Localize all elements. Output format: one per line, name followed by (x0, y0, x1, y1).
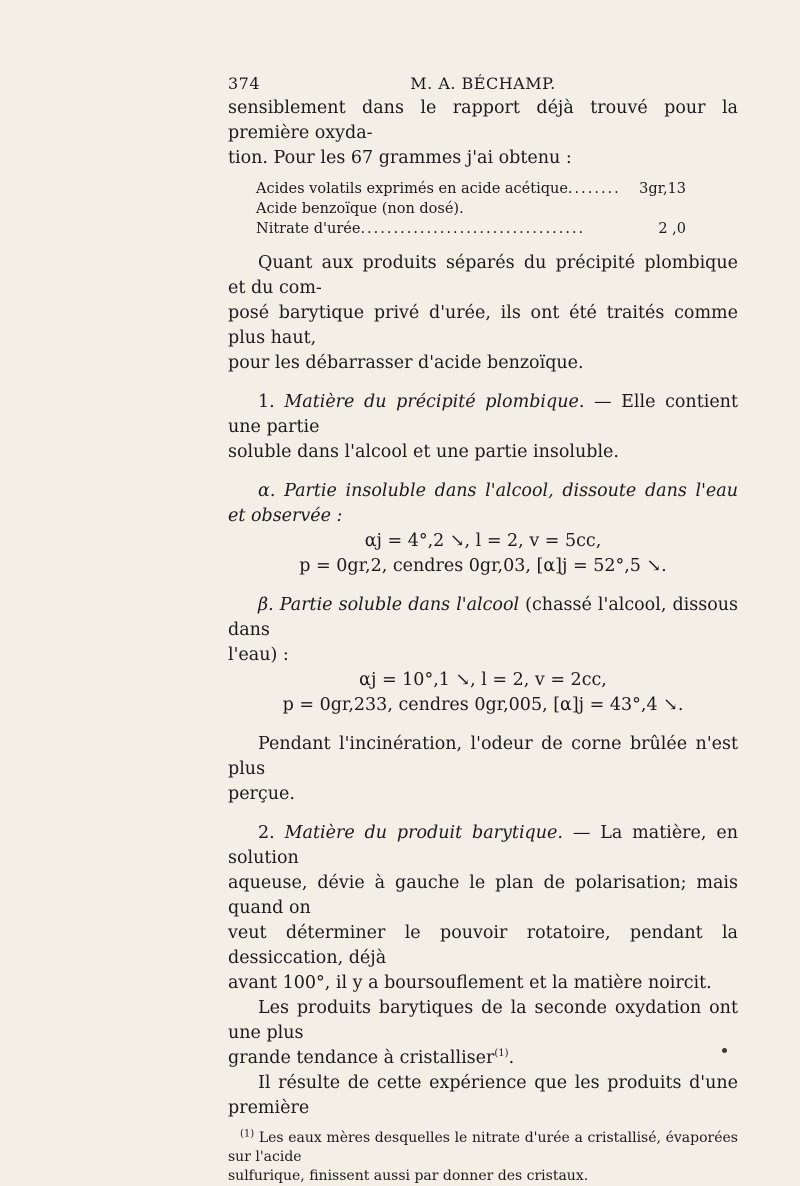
table-row (256, 219, 686, 239)
footnote-reference: (1) (494, 1048, 509, 1060)
alpha-marker: α. (258, 481, 276, 501)
section-1-heading (228, 390, 738, 440)
products-line-1: Quant aux produits séparés du précipité plombique et du com- (228, 253, 738, 298)
footnote-line-2: sulfurique, finissent aussi par donner des cristaux. (228, 1168, 589, 1184)
table-row-label: Acide benzoïque (non dosé). (256, 201, 464, 217)
beta-formula-2: p = 0gr,233, cendres 0gr,005, [α]j = 43°,4 ↘. (282, 695, 684, 715)
book-page (228, 70, 738, 1186)
section-2-line-3: veut déterminer le pouvoir rotatoire, pendant la dessiccation, déjà (228, 923, 738, 968)
baryte-line-2-text: grande tendance à cristalliser (228, 1048, 495, 1068)
incineration-line-2: perçue. (228, 784, 295, 804)
baryte-line-1: Les produits barytiques de la seconde oxydation ont une plus (228, 998, 738, 1043)
section-2-line-4: avant 100°, il y a boursouflement et la matière noircit. (228, 973, 712, 993)
alpha-heading (228, 479, 738, 529)
beta-line-2: l'eau) : (228, 645, 289, 665)
table-row (256, 179, 686, 199)
section-2-heading (228, 821, 738, 871)
result-line-1: Il résulte de cette expérience que les produits d'une première (228, 1073, 738, 1118)
table-row-value: 3gr,13 (639, 181, 686, 197)
alpha-title: Partie insoluble dans l'alcool, dissoute dans l'eau et observée : (228, 481, 738, 526)
beta-heading (228, 593, 738, 643)
intro-line-1: sensiblement dans le rapport déjà trouvé pour la première oxyda- (228, 98, 738, 143)
beta-marker: β. (258, 595, 274, 615)
intro-line-2: tion. Pour les 67 grammes j'ai obtenu : (228, 148, 572, 168)
running-title: M. A. BÉCHAMP. (410, 74, 556, 93)
table-row-label: Acides volatils exprimés en acide acétique (256, 181, 568, 197)
section-1-number: 1. (258, 392, 275, 412)
alpha-formula-2: p = 0gr,2, cendres 0gr,03, [α]j = 52°,5 ↘. (299, 556, 667, 576)
table-row-dots: ........ (567, 181, 621, 197)
footnote-line-1 (228, 1129, 738, 1167)
section-2-number: 2. (258, 823, 275, 843)
results-table (256, 179, 686, 239)
section-2-text: — La matière, en solution (228, 823, 738, 868)
footnote-text: Les eaux mères desquelles le nitrate d'urée a cristallisé, évaporées sur l'acide (228, 1130, 738, 1165)
table-row-dots: .................................. (360, 221, 586, 237)
section-1-line-2: soluble dans l'alcool et une partie insoluble. (228, 442, 619, 462)
table-row-label: Nitrate d'urée (256, 221, 361, 237)
incineration-line-1: Pendant l'incinération, l'odeur de corne brûlée n'est plus (228, 734, 738, 779)
section-2-title: Matière du produit barytique. (284, 823, 563, 843)
ink-spot (722, 1048, 727, 1053)
table-row-dots (464, 199, 680, 219)
products-line-3: pour les débarrasser d'acide benzoïque. (228, 353, 584, 373)
table-row-value (680, 199, 686, 219)
baryte-line-2-end: . (508, 1048, 515, 1068)
section-2-line-2: aqueuse, dévie à gauche le plan de polarisation; mais quand on (228, 873, 738, 918)
footnote-marker: (1) (240, 1128, 255, 1140)
section-1-title: Matière du précipité plombique. (284, 392, 585, 412)
section-1-text: — Elle contient une partie (228, 392, 738, 437)
page-number: 374 (228, 74, 261, 93)
beta-formula-1: αj = 10°,1 ↘, l = 2, v = 2cc, (359, 670, 607, 690)
table-row (256, 199, 686, 219)
products-line-2: posé barytique privé d'urée, ils ont été traités comme plus haut, (228, 303, 738, 348)
table-row-value: 2 ,0 (658, 221, 686, 237)
page-header (228, 70, 738, 96)
beta-title: Partie soluble dans l'alcool (279, 595, 520, 615)
baryte-line-2 (228, 1046, 738, 1071)
beta-text: (chassé l'alcool, dissous dans (228, 595, 739, 640)
alpha-formula-1: αj = 4°,2 ↘, l = 2, v = 5cc, (364, 531, 602, 551)
